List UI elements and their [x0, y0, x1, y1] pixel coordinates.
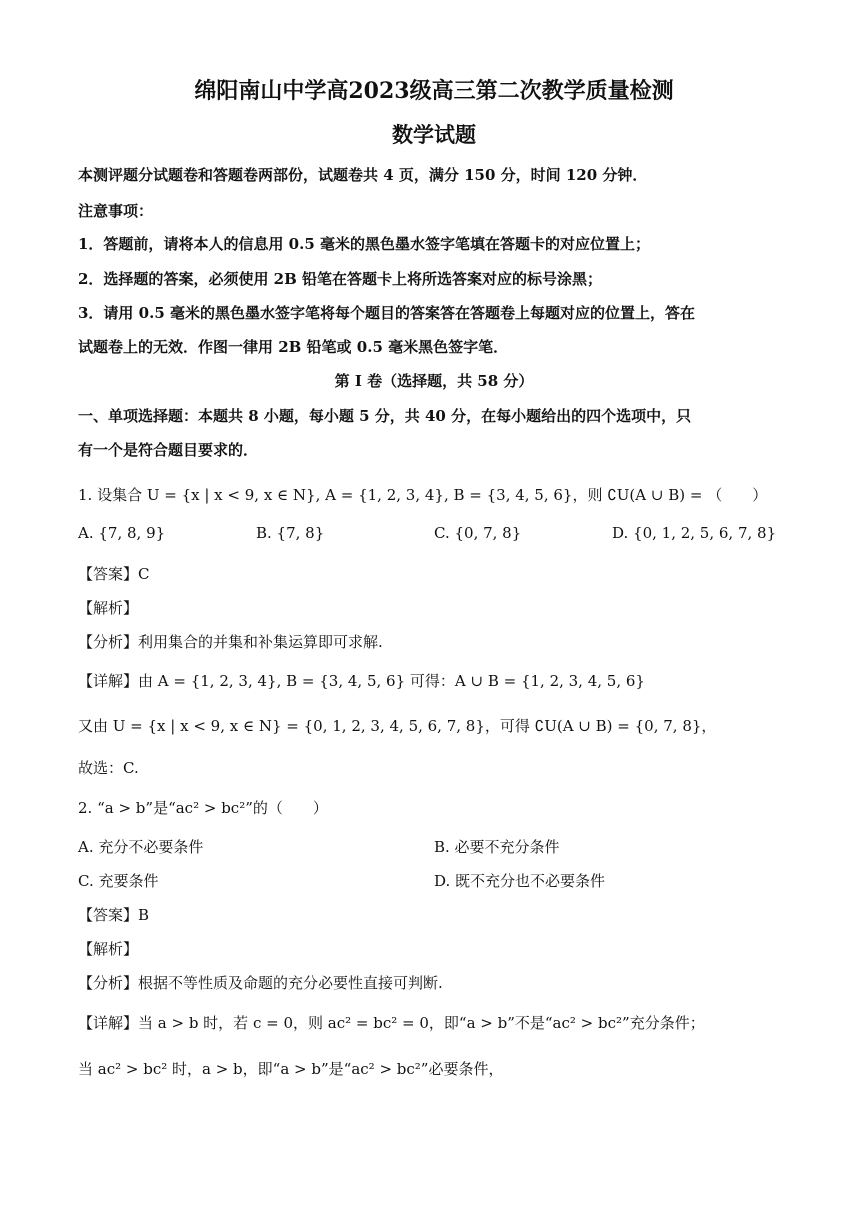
question-2-analysis: 【分析】根据不等性质及命题的充分必要性直接可判断. — [78, 974, 443, 992]
question-1-analysis: 【分析】利用集合的并集和补集运算即可求解. — [78, 633, 383, 651]
notice-title: 注意事项： — [78, 202, 154, 220]
question-1-detail-2: 又由 U = {x | x < 9, x ∈ N} = {0, 1, 2, 3, 4, 5, 6, 7, 8}，可得 ∁U(A ∪ B) = {0, 7, 8}， — [78, 717, 717, 735]
page-title: 绵阳南山中学高2023级高三第二次教学质量检测 — [194, 78, 674, 104]
notice-item-2: 2．选择题的答案，必须使用 2B 铅笔在答题卡上将所选答案对应的标号涂黑； — [78, 270, 602, 288]
question-1-analysis-label: 【解析】 — [78, 599, 139, 617]
question-2-analysis-label: 【解析】 — [78, 940, 139, 958]
notice-item-3-continued: 试题卷上的无效．作图一律用 2B 铅笔或 0.5 毫米黑色签字笔． — [78, 338, 509, 356]
question-1-option-d: D. {0, 1, 2, 5, 6, 7, 8} — [612, 524, 777, 542]
question-1-option-b: B. {7, 8} — [256, 524, 325, 542]
question-2-answer: 【答案】B — [78, 906, 150, 924]
question-1-option-c: C. {0, 7, 8} — [434, 524, 522, 542]
notice-item-1: 1．答题前，请将本人的信息用 0.5 毫米的黑色墨水签字笔填在答题卡的对应位置上； — [78, 235, 650, 253]
question-1-stem: 1. 设集合 U = {x | x < 9, x ∈ N}, A = {1, 2, 3, 4}, B = {3, 4, 5, 6}，则 ∁U(A ∪ B) = （ ） — [78, 486, 768, 504]
question-2-option-c: C. 充要条件 — [78, 872, 159, 890]
question-2-detail-2: 当 ac² > bc² 时，a > b，即“a > b”是“ac² > bc²”必要条件， — [78, 1060, 504, 1078]
question-1-conclusion: 故选：C. — [78, 759, 139, 777]
exam-description: 本测评题分试题卷和答题卷两部份，试题卷共 4 页，满分 150 分，时间 120 分钟． — [78, 166, 648, 184]
question-2-option-d: D. 既不充分也不必要条件 — [434, 872, 606, 890]
part-one-instruction-continued: 有一个是符合题目要求的． — [78, 441, 259, 459]
question-2-option-b: B. 必要不充分条件 — [434, 838, 560, 856]
question-1-answer: 【答案】C — [78, 565, 150, 583]
question-1-detail-1: 【详解】由 A = {1, 2, 3, 4}, B = {3, 4, 5, 6} 可得：A ∪ B = {1, 2, 3, 4, 5, 6} — [78, 672, 645, 690]
part-one-instruction: 一、单项选择题：本题共 8 小题，每小题 5 分，共 40 分，在每小题给出的四个选项中，只 — [78, 407, 692, 425]
question-2-detail-1: 【详解】当 a > b 时，若 c = 0，则 ac² = bc² = 0，即“a > b”不是“ac² > bc²”充分条件； — [78, 1014, 705, 1032]
question-2-option-a: A. 充分不必要条件 — [78, 838, 204, 856]
section-heading: 第 I 卷（选择题，共 58 分） — [334, 372, 534, 390]
question-2-stem: 2. “a > b”是“ac² > bc²”的（ ） — [78, 799, 328, 817]
page-subtitle: 数学试题 — [392, 122, 476, 147]
question-1-option-a: A. {7, 8, 9} — [78, 524, 166, 542]
notice-item-3: 3．请用 0.5 毫米的黑色墨水签字笔将每个题目的答案答在答题卷上每题对应的位置上，答在 — [78, 304, 695, 322]
